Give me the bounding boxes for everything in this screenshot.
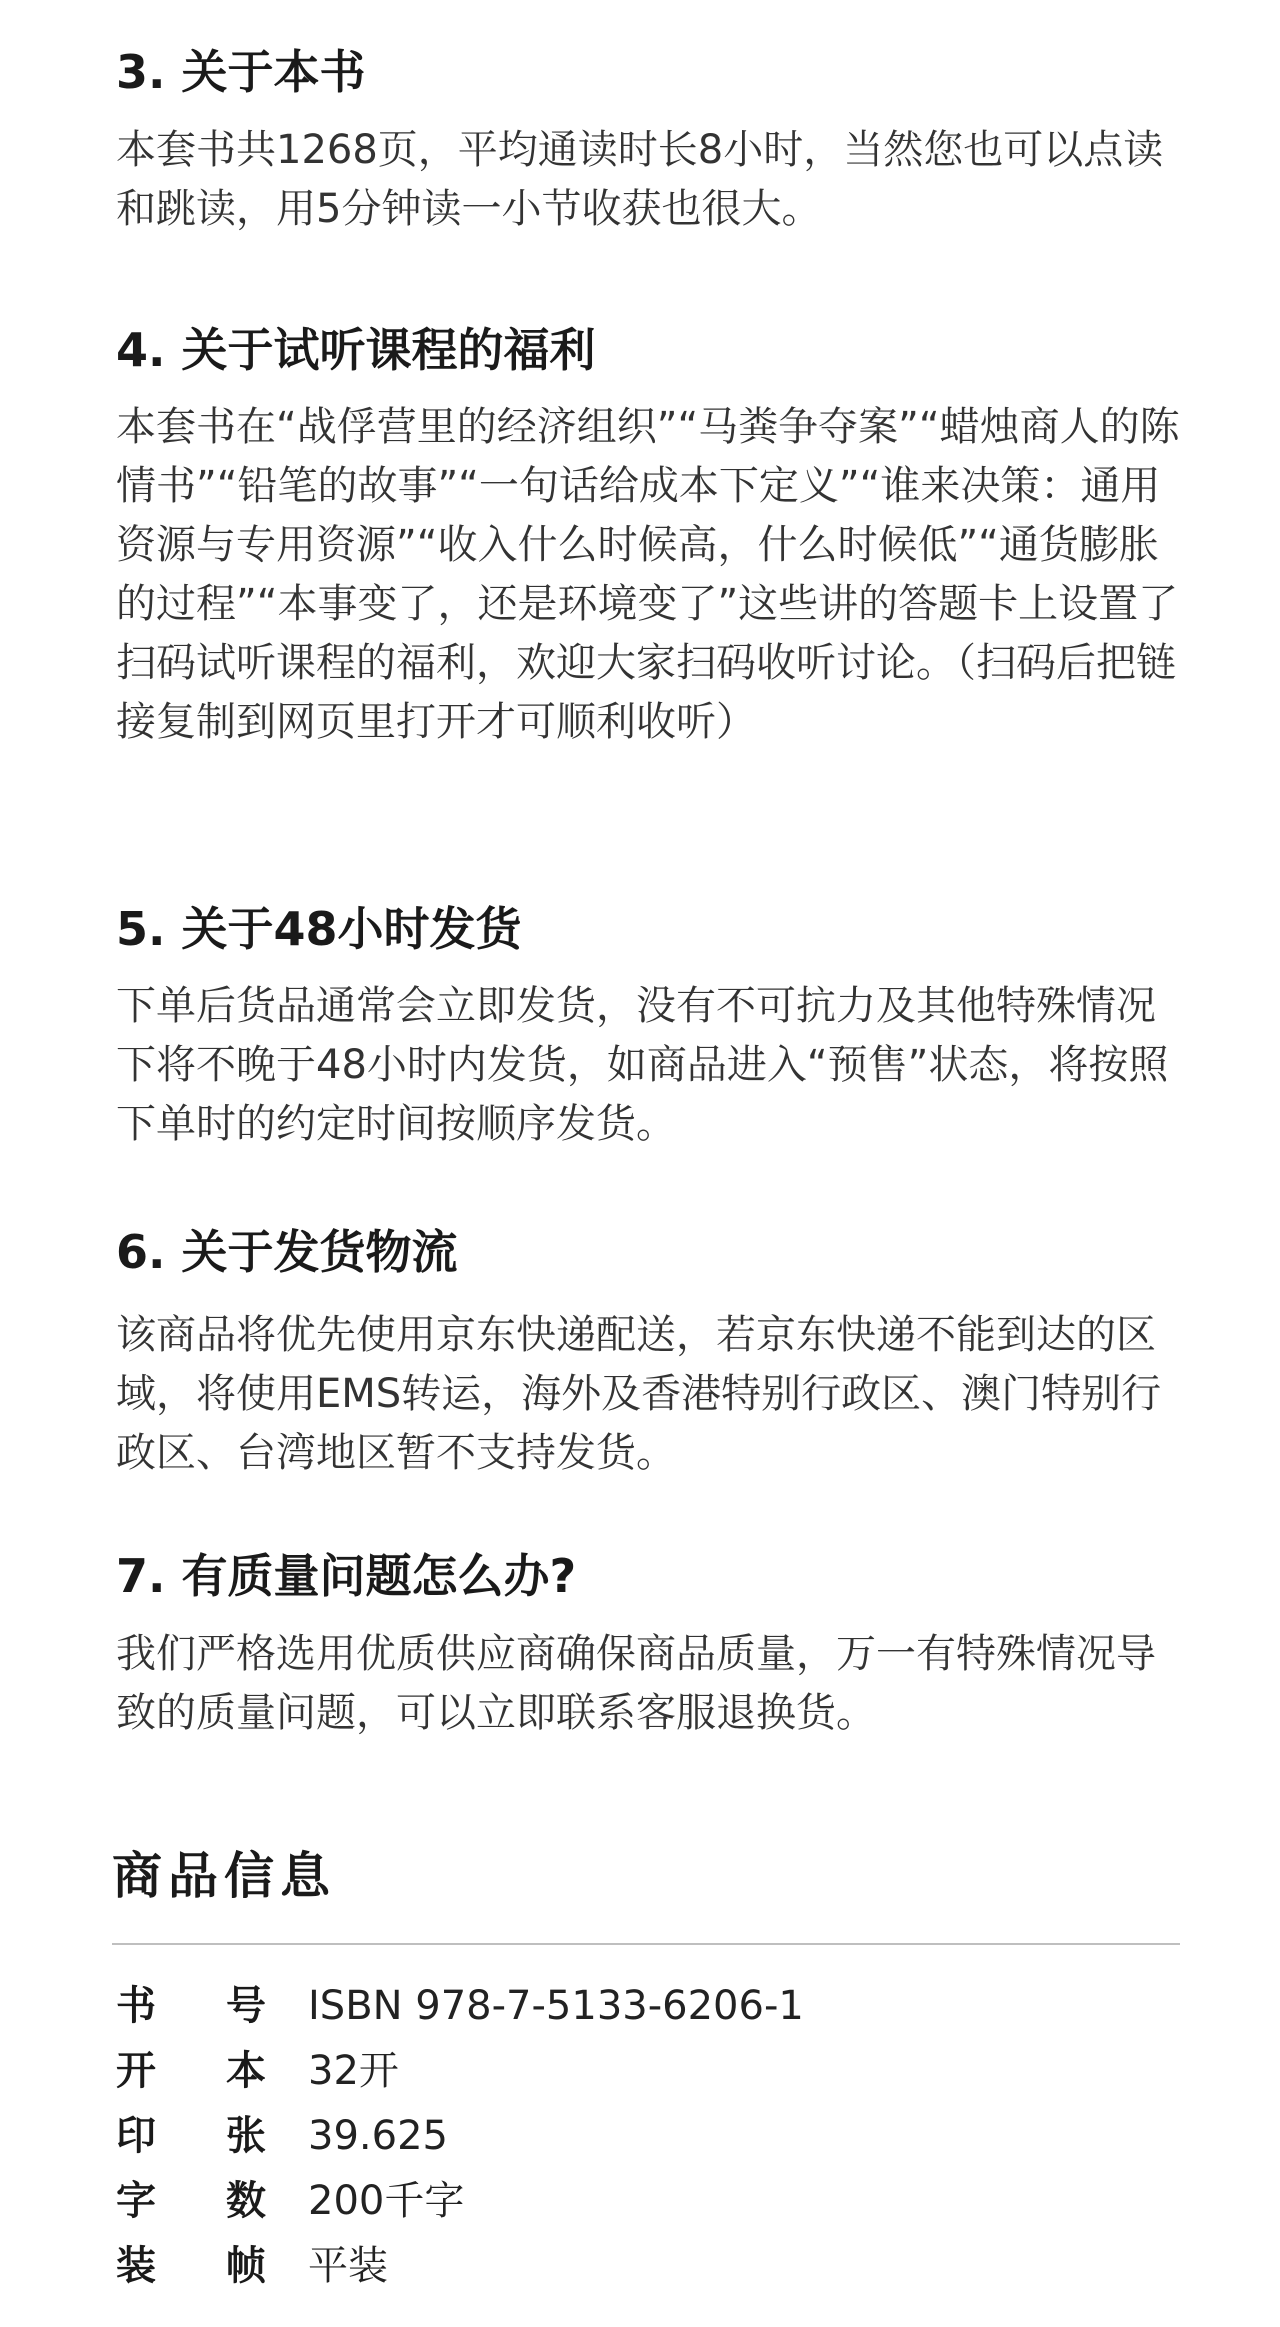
info-value: 200千字 — [308, 2178, 465, 2224]
section-5-title: 5. 关于48小时发货 — [116, 902, 522, 956]
section-3-body: 本套书共1268页，平均通读时长8小时，当然您也可以点读和跳读，用5分钟读一小节收获也很大。 — [116, 127, 1164, 232]
info-value: 39.625 — [308, 2113, 448, 2159]
info-label-char: 印 — [116, 2113, 156, 2159]
info-label — [116, 2171, 266, 2231]
product-info-title: 商品信息 — [112, 1847, 336, 1905]
info-label-char: 本 — [226, 2048, 266, 2094]
section-3-title: 3. 关于本书 — [116, 45, 366, 99]
info-label — [116, 1976, 266, 2036]
info-label — [116, 2236, 266, 2296]
section-6-body: 该商品将优先使用京东快递配送，若京东快递不能到达的区域，将使用EMS转运，海外及香港特别行政区、澳门特别行政区、台湾地区暂不支持发货。 — [116, 1312, 1162, 1476]
info-label-char: 数 — [226, 2178, 266, 2224]
info-label-char: 帧 — [226, 2243, 266, 2289]
section-7-title: 7. 有质量问题怎么办? — [116, 1549, 577, 1603]
info-label-char: 开 — [116, 2048, 156, 2094]
info-label-char: 字 — [116, 2178, 156, 2224]
section-6-title: 6. 关于发货物流 — [116, 1225, 458, 1279]
info-label — [116, 2041, 266, 2101]
info-label-char: 号 — [226, 1983, 266, 2029]
section-5-body: 下单后货品通常会立即发货，没有不可抗力及其他特殊情况下将不晚于48小时内发货，如商品进入“预售”状态，将按照下单时的约定时间按顺序发货。 — [116, 983, 1169, 1147]
info-label-char: 张 — [226, 2113, 266, 2159]
section-7-body: 我们严格选用优质供应商确保商品质量，万一有特殊情况导致的质量问题，可以立即联系客服退换货。 — [116, 1631, 1156, 1736]
info-value: 32开 — [308, 2048, 399, 2094]
info-value: ISBN 978-7-5133-6206-1 — [308, 1983, 804, 2029]
info-label-char: 装 — [116, 2243, 156, 2289]
info-value: 平装 — [308, 2243, 388, 2289]
info-label — [116, 2106, 266, 2166]
section-4-body: 本套书在“战俘营里的经济组织”“马粪争夺案”“蜡烛商人的陈情书”“铅笔的故事”“一句话给成本下定义”“谁来决策：通用资源与专用资源”“收入什么时候高，什么时候低”“通货膨胀的过程”“本事变了，还是环境变了”这些讲的答题卡上设置了扫码试听课程的福利，欢迎大家扫码收听讨论。（扫码后把链接复制到网页里打开才可顺利收听） — [116, 404, 1180, 745]
info-label-char: 书 — [116, 1983, 156, 2029]
section-4-title: 4. 关于试听课程的福利 — [116, 323, 596, 377]
product-info-divider — [112, 1943, 1180, 1945]
